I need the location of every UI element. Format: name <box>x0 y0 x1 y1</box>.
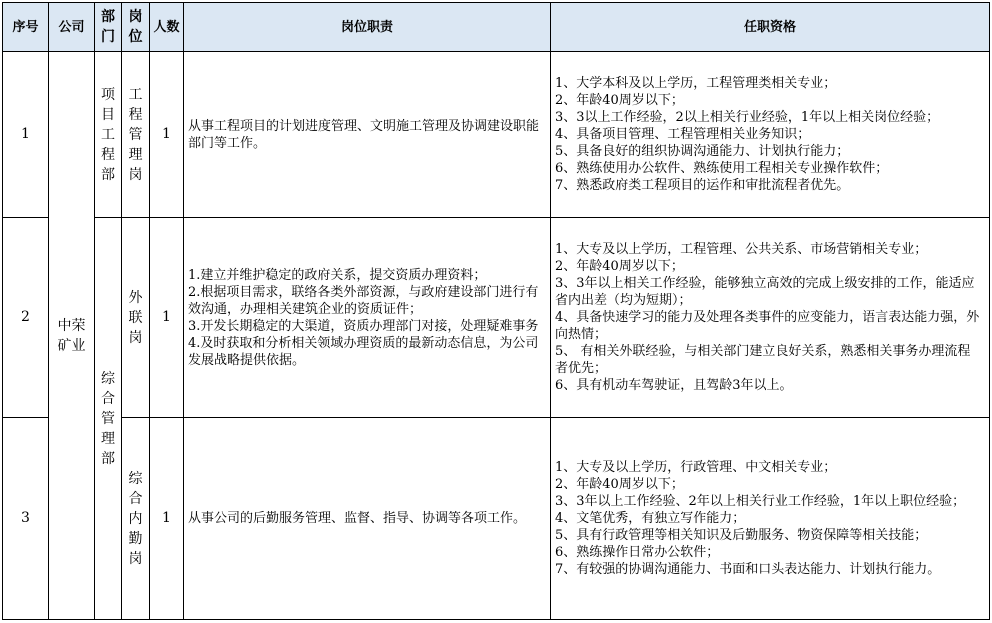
dept-cell: 综合管理部 <box>95 218 122 620</box>
qualification-line: 3、3年以上工作经验、2年以上相关行业工作经验，1年以上职位经验； <box>555 494 966 509</box>
qualification-line: 4、具备项目管理、工程管理相关业务知识； <box>555 127 811 142</box>
qualification-line: 7、熟悉政府类工程项目的运作和审批流程者优先。 <box>555 178 850 193</box>
header-seq: 序号 <box>3 3 49 52</box>
duty-line: 3.开发长期稳定的大渠道，资质办理部门对接，处理疑难事务 <box>188 318 539 334</box>
header-dept: 部门 <box>95 3 122 52</box>
qualification-line: 2、年龄40周岁以下； <box>555 477 684 492</box>
qualification-cell <box>551 218 990 418</box>
qualification-line: 1、大专及以上学历，工程管理、公共关系、市场营销相关专业； <box>555 242 928 257</box>
seq-cell: 3 <box>3 418 49 620</box>
post-cell: 工程管理岗 <box>122 52 150 218</box>
table-row <box>3 418 990 620</box>
post-cell: 综合内勤岗 <box>122 418 150 620</box>
post-cell: 外联岗 <box>122 218 150 418</box>
header-company: 公司 <box>49 3 95 52</box>
qualification-line: 5、 有相关外联经验，与相关部门建立良好关系，熟悉相关事务办理流程者优先； <box>555 344 971 376</box>
qualification-line: 4、具备快速学习的能力及处理各类事件的应变能力，语言表达能力强，外向热情； <box>555 310 980 342</box>
qualification-line: 1、大专及以上学历，行政管理、中文相关专业； <box>555 460 837 475</box>
duty-cell <box>184 218 551 418</box>
qualification-line: 4、文笔优秀，有独立写作能力； <box>555 511 746 526</box>
qualification-line: 3、3以上工作经验，2以上相关行业经验，1年以上相关岗位经验； <box>555 110 940 125</box>
qualification-cell <box>551 418 990 620</box>
duty-line: 1.建立并维护稳定的政府关系，提交资质办理资料； <box>188 267 487 283</box>
qualification-line: 5、具备良好的组织协调沟通能力、计划执行能力； <box>555 144 850 159</box>
duty-line: 从事公司的后勤服务管理、监督、指导、协调等各项工作。 <box>188 511 527 526</box>
header-row <box>3 3 990 52</box>
recruitment-table <box>2 2 990 620</box>
duty-cell <box>184 418 551 620</box>
dept-cell: 项目工程部 <box>95 52 122 218</box>
seq-cell: 2 <box>3 218 49 418</box>
duty-cell <box>184 52 551 218</box>
qualification-line: 2、年龄40周岁以下； <box>555 259 684 274</box>
qualification-line: 3、3年以上相关工作经验，能够独立高效的完成上级安排的工作，能适应省内出差（均为短期）； <box>555 276 975 308</box>
duty-line: 4.及时获取和分析相关领域办理资质的最新动态信息，为公司发展战略提供依据。 <box>188 335 539 368</box>
table-row <box>3 218 990 418</box>
qualification-line: 6、熟练使用办公软件、熟练使用工程相关专业操作软件； <box>555 161 889 176</box>
qualification-cell <box>551 52 990 218</box>
qualification-line: 7、有较强的协调沟通能力、书面和口头表达能力、计划执行能力。 <box>555 562 941 577</box>
count-cell: 1 <box>150 418 184 620</box>
header-duty: 岗位职责 <box>184 3 551 52</box>
duty-line: 2.根据项目需求，联络各类外部资源，与政府建设部门进行有效沟通，办理相关建筑企业的资质证件； <box>188 284 539 317</box>
header-post: 岗位 <box>122 3 150 52</box>
company-cell: 中荣矿业 <box>49 52 95 620</box>
qualification-line: 6、熟练操作日常办公软件； <box>555 545 720 560</box>
count-cell: 1 <box>150 52 184 218</box>
duty-line: 从事工程项目的计划进度管理、文明施工管理及协调建设职能部门等工作。 <box>188 118 540 151</box>
qualification-line: 2、年龄40周岁以下； <box>555 93 684 108</box>
qualification-line: 5、具有行政管理等相关知识及后勤服务、物资保障等相关技能； <box>555 528 928 543</box>
qualification-line: 1、大学本科及以上学历，工程管理类相关专业； <box>555 76 837 91</box>
qualification-line: 6、具有机动车驾驶证，且驾龄3年以上。 <box>555 378 793 393</box>
header-qualification: 任职资格 <box>551 3 990 52</box>
count-cell: 1 <box>150 218 184 418</box>
header-count: 人数 <box>150 3 184 52</box>
seq-cell: 1 <box>3 52 49 218</box>
table-row <box>3 52 990 218</box>
